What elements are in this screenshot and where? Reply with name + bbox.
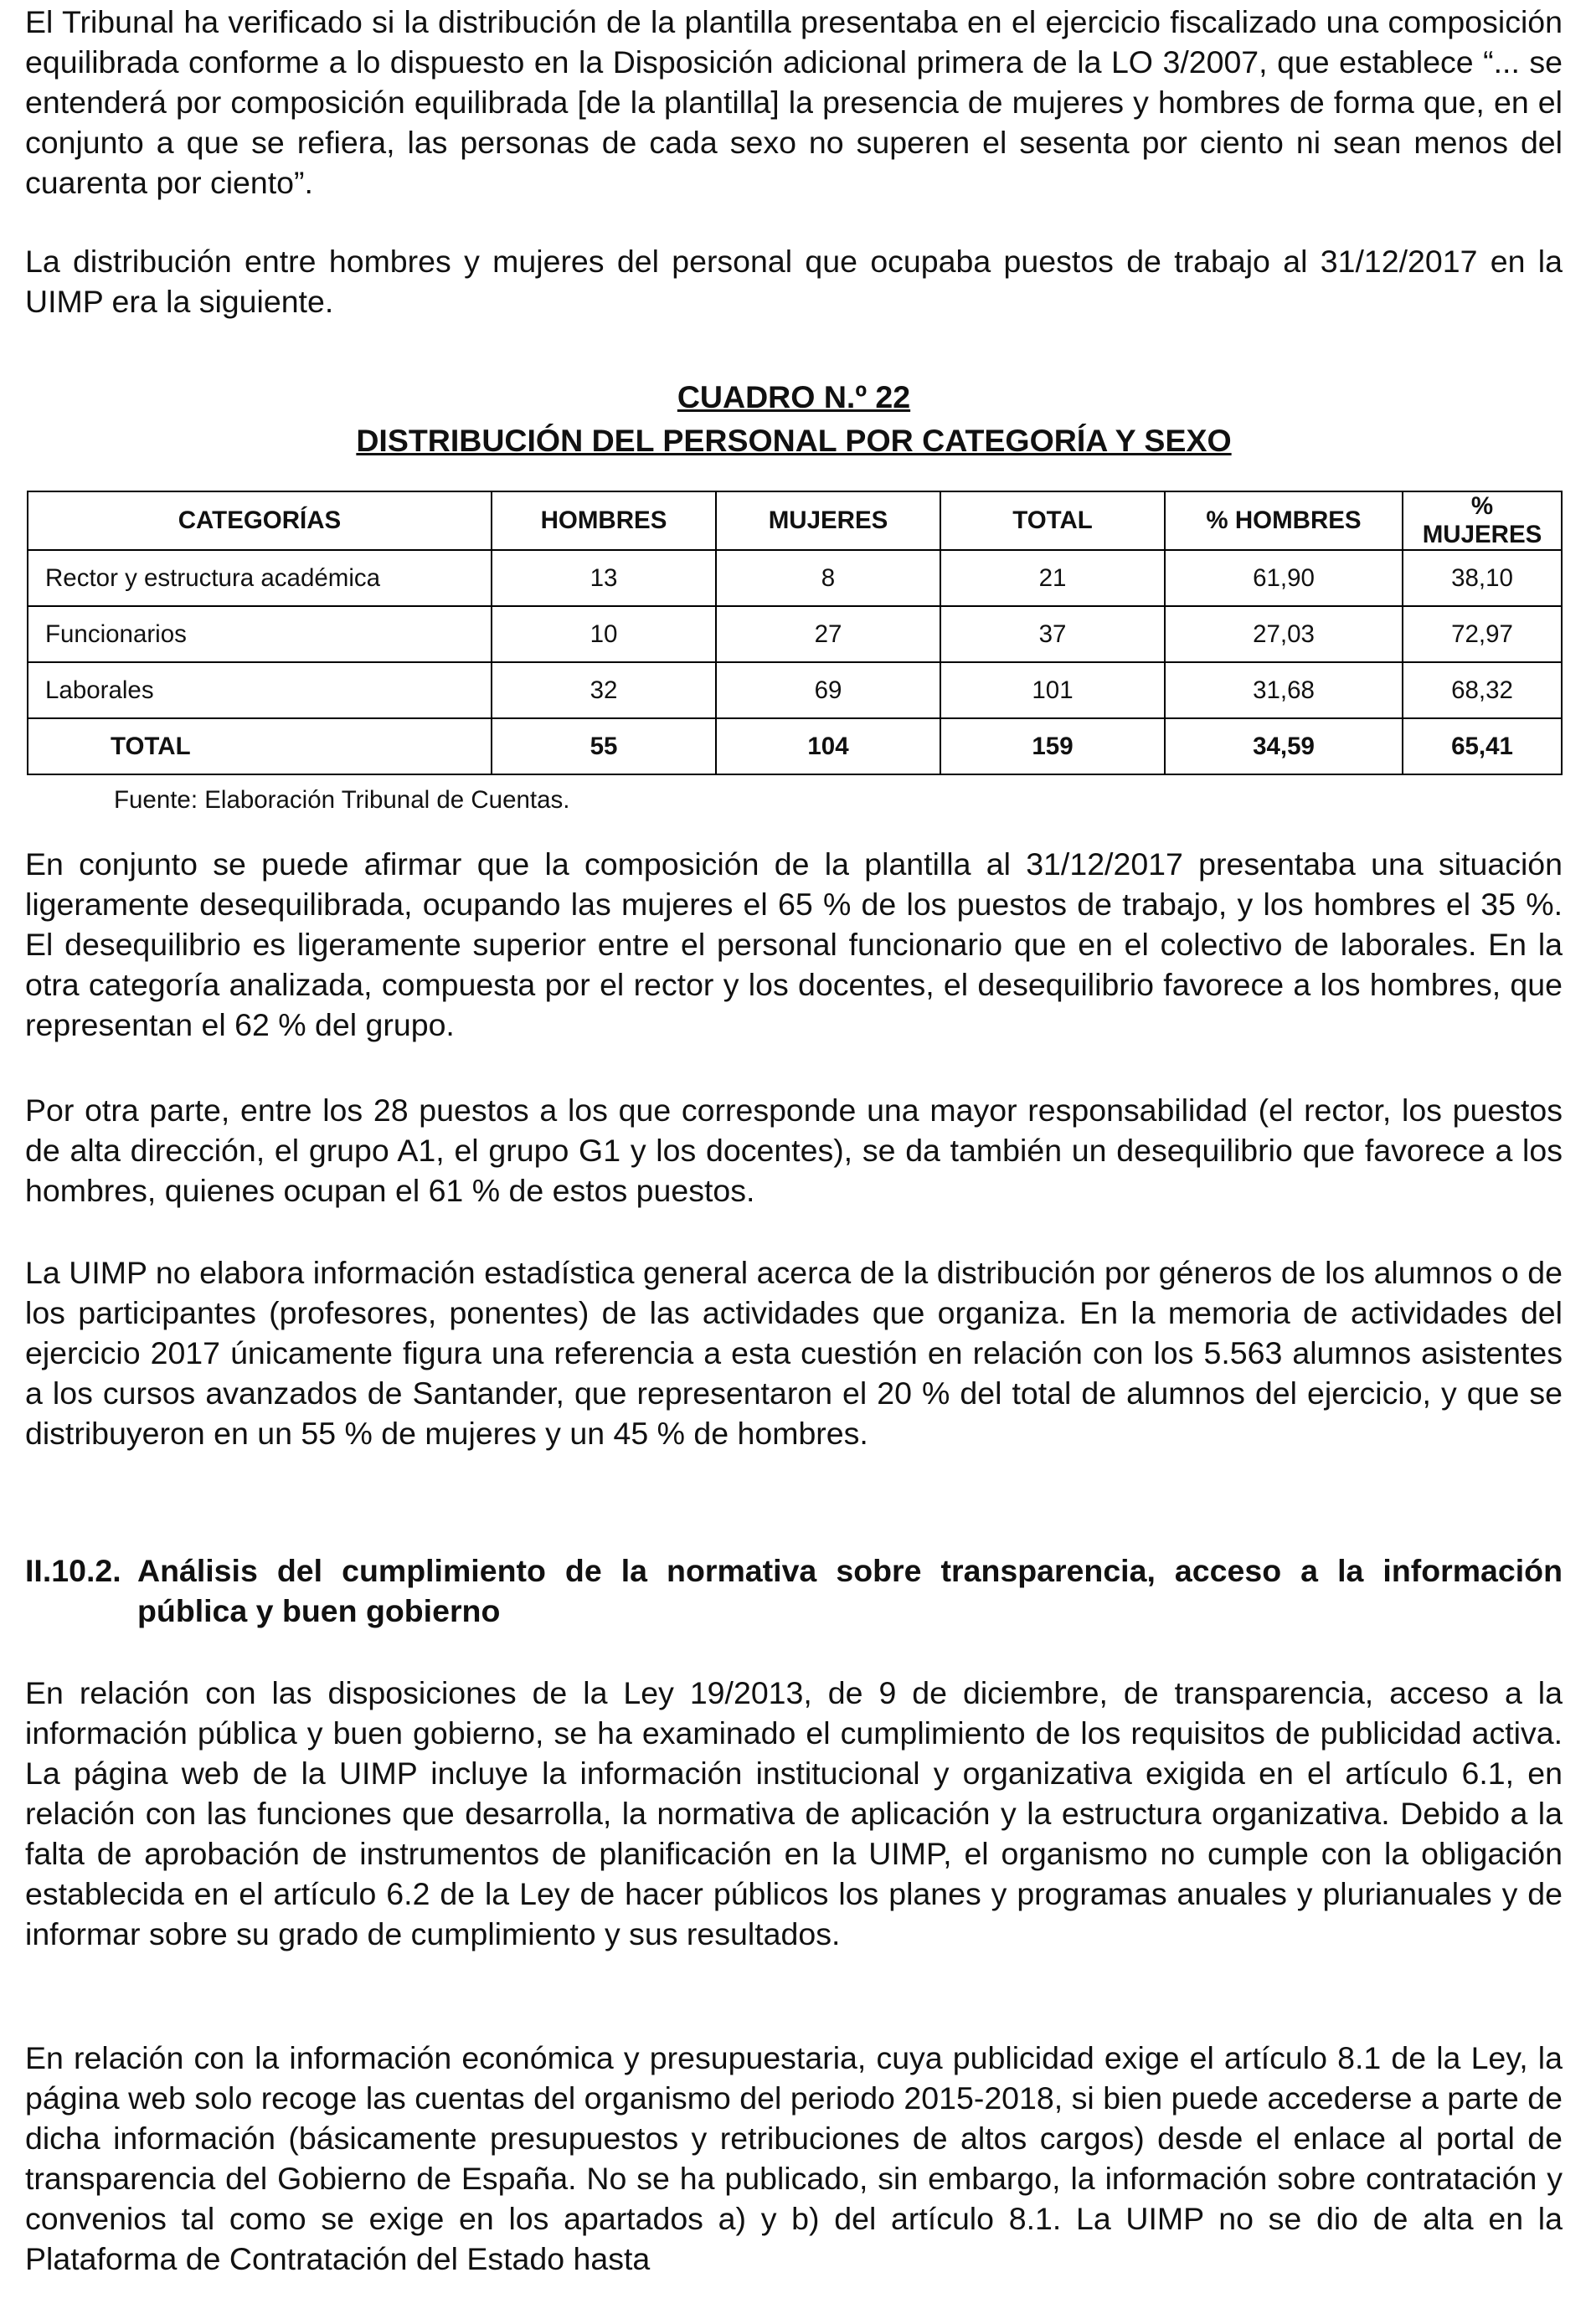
- table-caption-number: CUADRO N.º 22: [677, 379, 911, 414]
- cell-category: Rector y estructura académica: [28, 550, 492, 606]
- header-pct-mujeres: % MUJERES: [1403, 491, 1562, 550]
- section-heading: [25, 1550, 1563, 1631]
- cell-pct-mujeres: 68,32: [1403, 662, 1562, 718]
- cell-mujeres: 27: [716, 606, 940, 662]
- cell-hombres: 13: [492, 550, 716, 606]
- paragraph-responsabilidad: Por otra parte, entre los 28 puestos a los que corresponde una mayor responsabilidad (el rector, los puestos de alta dirección, el grupo A1, el grupo G1 y los docentes), se da también un desequilibrio que favorece a los hombres, quienes ocupan el 61 % de estos puestos.: [25, 1093, 1563, 1208]
- table-caption-title: DISTRIBUCIÓN DEL PERSONAL POR CATEGORÍA Y SEXO: [356, 423, 1232, 458]
- cell-total-mujeres: 104: [716, 718, 940, 774]
- table-total-row: [28, 718, 1562, 774]
- table-caption: [25, 375, 1563, 462]
- paragraph-informacion-economica: En relación con la información económica y presupuestaria, cuya publicidad exige el artículo 8.1 de la Ley, la página web solo recoge las cuentas del organismo del periodo 2015-2018, si bien puede accederse a parte de dicha información (básicamente presupuestos y retribuciones de altos cargos) desde el enlace al portal de transparencia del Gobierno de España. No se ha publicado, sin embargo, la información sobre contratación y convenios tal como se exige en los apartados a) y b) del artículo 8.1. La UIMP no se dio de alta en la Plataforma de Contratación del Estado hasta: [25, 2040, 1563, 2276]
- cell-total-total: 159: [940, 718, 1165, 774]
- cell-mujeres: 8: [716, 550, 940, 606]
- cell-pct-hombres: 27,03: [1165, 606, 1403, 662]
- header-categorias: CATEGORÍAS: [28, 491, 492, 550]
- cell-total-pct-mujeres: 65,41: [1403, 718, 1562, 774]
- cell-category: Laborales: [28, 662, 492, 718]
- table-header-row: [28, 491, 1562, 550]
- section-number: II.10.2.: [25, 1553, 121, 1588]
- cell-total: 37: [940, 606, 1165, 662]
- header-hombres: HOMBRES: [492, 491, 716, 550]
- header-pct-hombres: % HOMBRES: [1165, 491, 1403, 550]
- paragraph-transparencia: En relación con las disposiciones de la Ley 19/2013, de 9 de diciembre, de transparencia, acceso a la información pública y buen gobierno, se ha examinado el cumplimiento de los requisitos de publicidad activa. La página web de la UIMP incluye la información institucional y organizativa exigida en el artículo 6.1, en relación con las funciones que desarrolla, la normativa de aplicación y la estructura organizativa. Debido a la falta de aprobación de instrumentos de planificación en la UIMP, el organismo no cumple con la obligación establecida en el artículo 6.2 de la Ley de hacer públicos los planes y programas anuales y plurianuales y de informar sobre su grado de cumplimiento y sus resultados.: [25, 1675, 1563, 1951]
- cell-hombres: 10: [492, 606, 716, 662]
- table-row: [28, 606, 1562, 662]
- cell-total-label: TOTAL: [28, 718, 492, 774]
- cell-total-hombres: 55: [492, 718, 716, 774]
- paragraph-conjunto: En conjunto se puede afirmar que la composición de la plantilla al 31/12/2017 presentaba una situación ligeramente desequilibrada, ocupando las mujeres el 65 % de los puestos de trabajo, y los hombres el 35 %. El desequilibrio es ligeramente superior entre el personal funcionario que en el colectivo de laborales. En la otra categoría analizada, compuesta por el rector y los docentes, el desequilibrio favorece a los hombres, que representan el 62 % del grupo.: [25, 846, 1563, 1042]
- cell-pct-hombres: 61,90: [1165, 550, 1403, 606]
- cell-pct-mujeres: 38,10: [1403, 550, 1562, 606]
- paragraph-estadistica: La UIMP no elabora información estadística general acerca de la distribución por géneros de los alumnos o de los participantes (profesores, ponentes) de las actividades que organiza. En la memoria de actividades del ejercicio 2017 únicamente figura una referencia a esta cuestión en relación con los 5.563 alumnos asistentes a los cursos avanzados de Santander, que representaron el 20 % del total de alumnos del ejercicio, y que se distribuyeron en un 55 % de mujeres y un 45 % de hombres.: [25, 1255, 1563, 1451]
- cell-mujeres: 69: [716, 662, 940, 718]
- staff-distribution-table: [27, 491, 1563, 775]
- cell-hombres: 32: [492, 662, 716, 718]
- table-source-note: Fuente: Elaboración Tribunal de Cuentas.: [114, 786, 570, 814]
- table-row: [28, 550, 1562, 606]
- paragraph-distribucion-intro: La distribución entre hombres y mujeres del personal que ocupaba puestos de trabajo al 31/12/2017 en la UIMP era la siguiente.: [25, 244, 1563, 319]
- cell-pct-mujeres: 72,97: [1403, 606, 1562, 662]
- header-total: TOTAL: [940, 491, 1165, 550]
- section-title: Análisis del cumplimiento de la normativa sobre transparencia, acceso a la información pública y buen gobierno: [137, 1553, 1563, 1628]
- cell-total-pct-hombres: 34,59: [1165, 718, 1403, 774]
- cell-total: 101: [940, 662, 1165, 718]
- cell-category: Funcionarios: [28, 606, 492, 662]
- table-row: [28, 662, 1562, 718]
- cell-total: 21: [940, 550, 1165, 606]
- paragraph-composicion-equilibrada: El Tribunal ha verificado si la distribución de la plantilla presentaba en el ejercicio fiscalizado una composición equilibrada conforme a lo dispuesto en la Disposición adicional primera de la LO 3/2007, que establece “... se entenderá por composición equilibrada [de la plantilla] la presencia de mujeres y hombres de forma que, en el conjunto a que se refiera, las personas de cada sexo no superen el sesenta por ciento ni sean menos del cuarenta por ciento”.: [25, 4, 1563, 200]
- cell-pct-hombres: 31,68: [1165, 662, 1403, 718]
- header-mujeres: MUJERES: [716, 491, 940, 550]
